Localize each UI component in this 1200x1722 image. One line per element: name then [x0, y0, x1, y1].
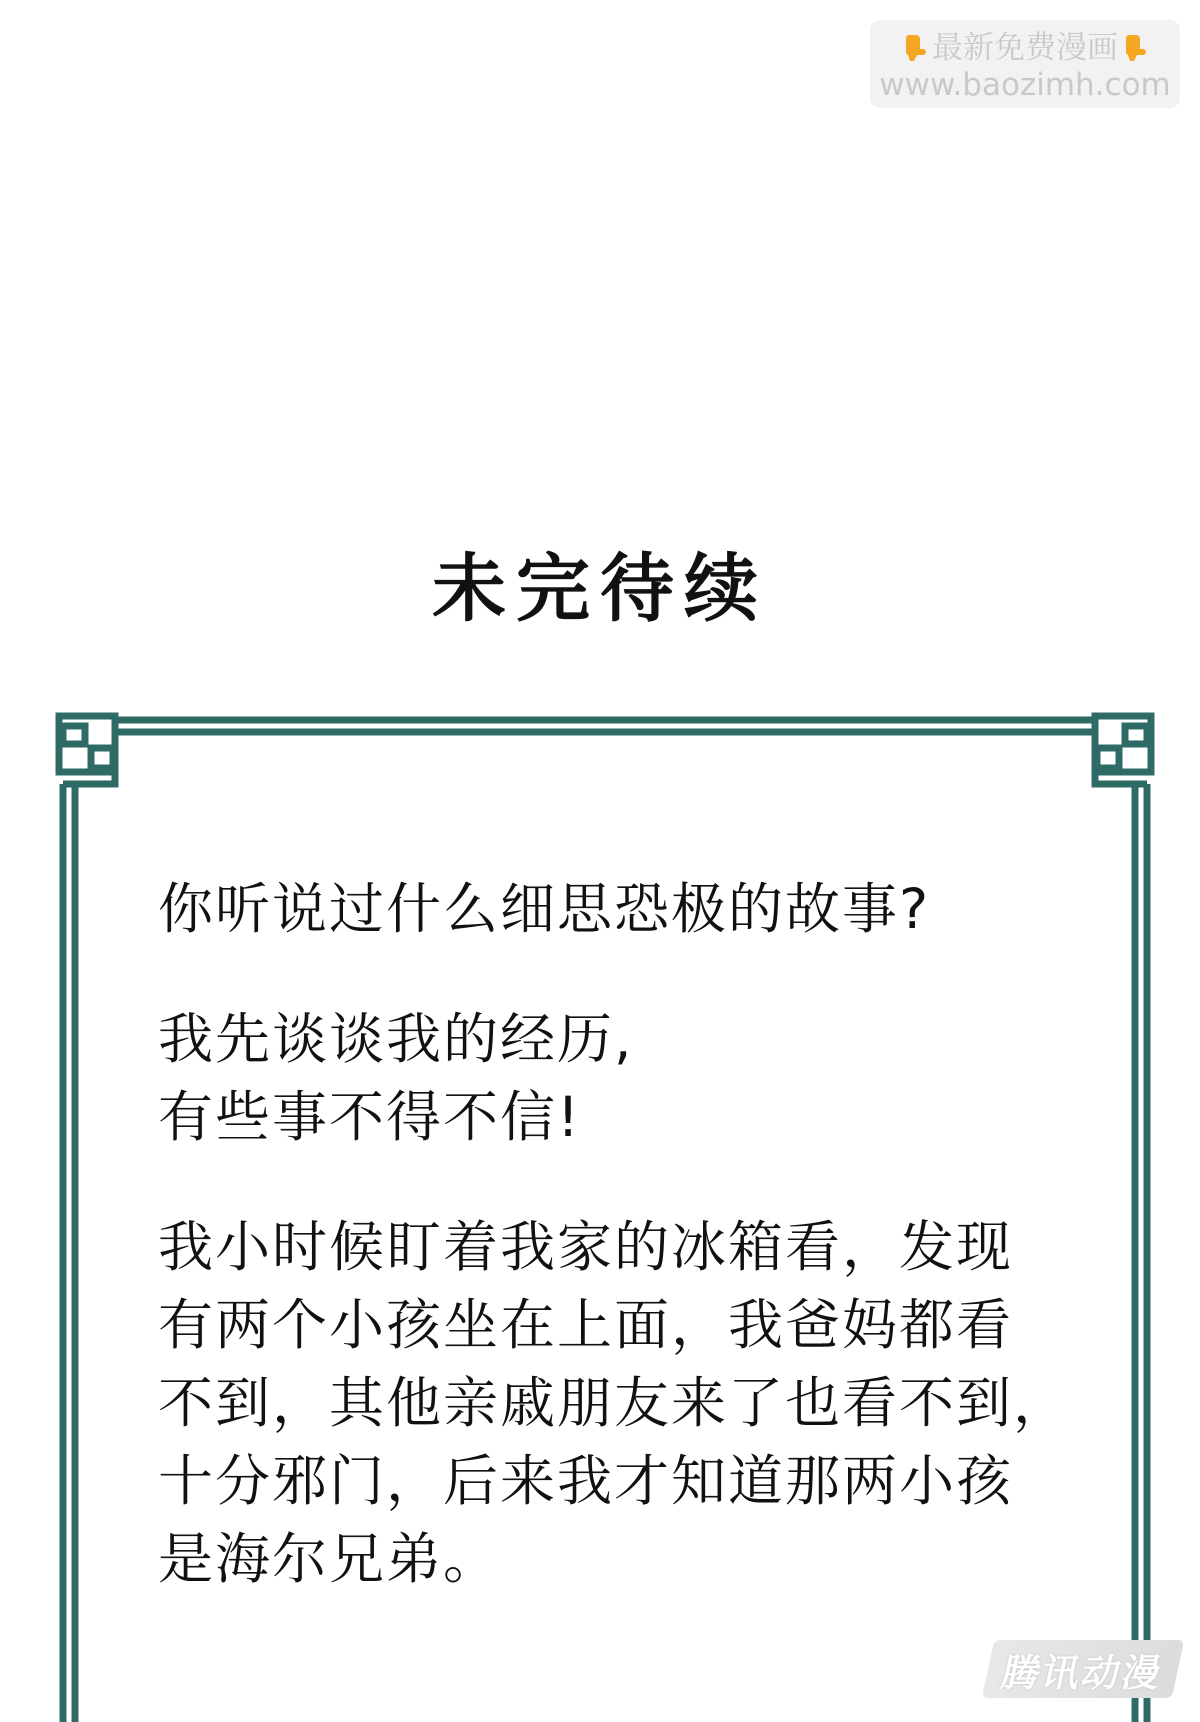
pointing-down-hand-icon	[902, 33, 928, 63]
watermark-title: 最新免费漫画	[932, 30, 1118, 66]
paragraph-question	[158, 870, 1088, 948]
text-line: 是海尔兄弟。	[158, 1527, 501, 1591]
to-be-continued-heading: 未完待续	[432, 546, 768, 632]
paragraph-intro	[158, 1000, 1088, 1156]
pointing-down-hand-icon	[1122, 33, 1148, 63]
watermark-url[interactable]: www.baozimh.com	[879, 67, 1171, 103]
publisher-logo	[982, 1640, 1184, 1698]
text-line: 我先谈谈我的经历,	[158, 1007, 634, 1071]
panel-text	[158, 870, 1088, 1598]
watermark-badge	[870, 20, 1180, 108]
text-line: 不到，其他亲戚朋友来了也看不到，	[158, 1371, 1071, 1435]
publisher-logo-text: 腾讯动漫	[997, 1650, 1167, 1695]
text-line: 十分邪门，后来我才知道那两小孩	[158, 1449, 1014, 1513]
paragraph-story	[158, 1208, 1088, 1598]
text-line: 有两个小孩坐在上面，我爸妈都看	[158, 1293, 1014, 1357]
watermark-title-row	[870, 30, 1180, 66]
text-line: 你听说过什么细思恐极的故事?	[158, 877, 931, 941]
text-line: 我小时候盯着我家的冰箱看，发现	[158, 1215, 1014, 1279]
text-line: 有些事不得不信!	[158, 1085, 582, 1149]
